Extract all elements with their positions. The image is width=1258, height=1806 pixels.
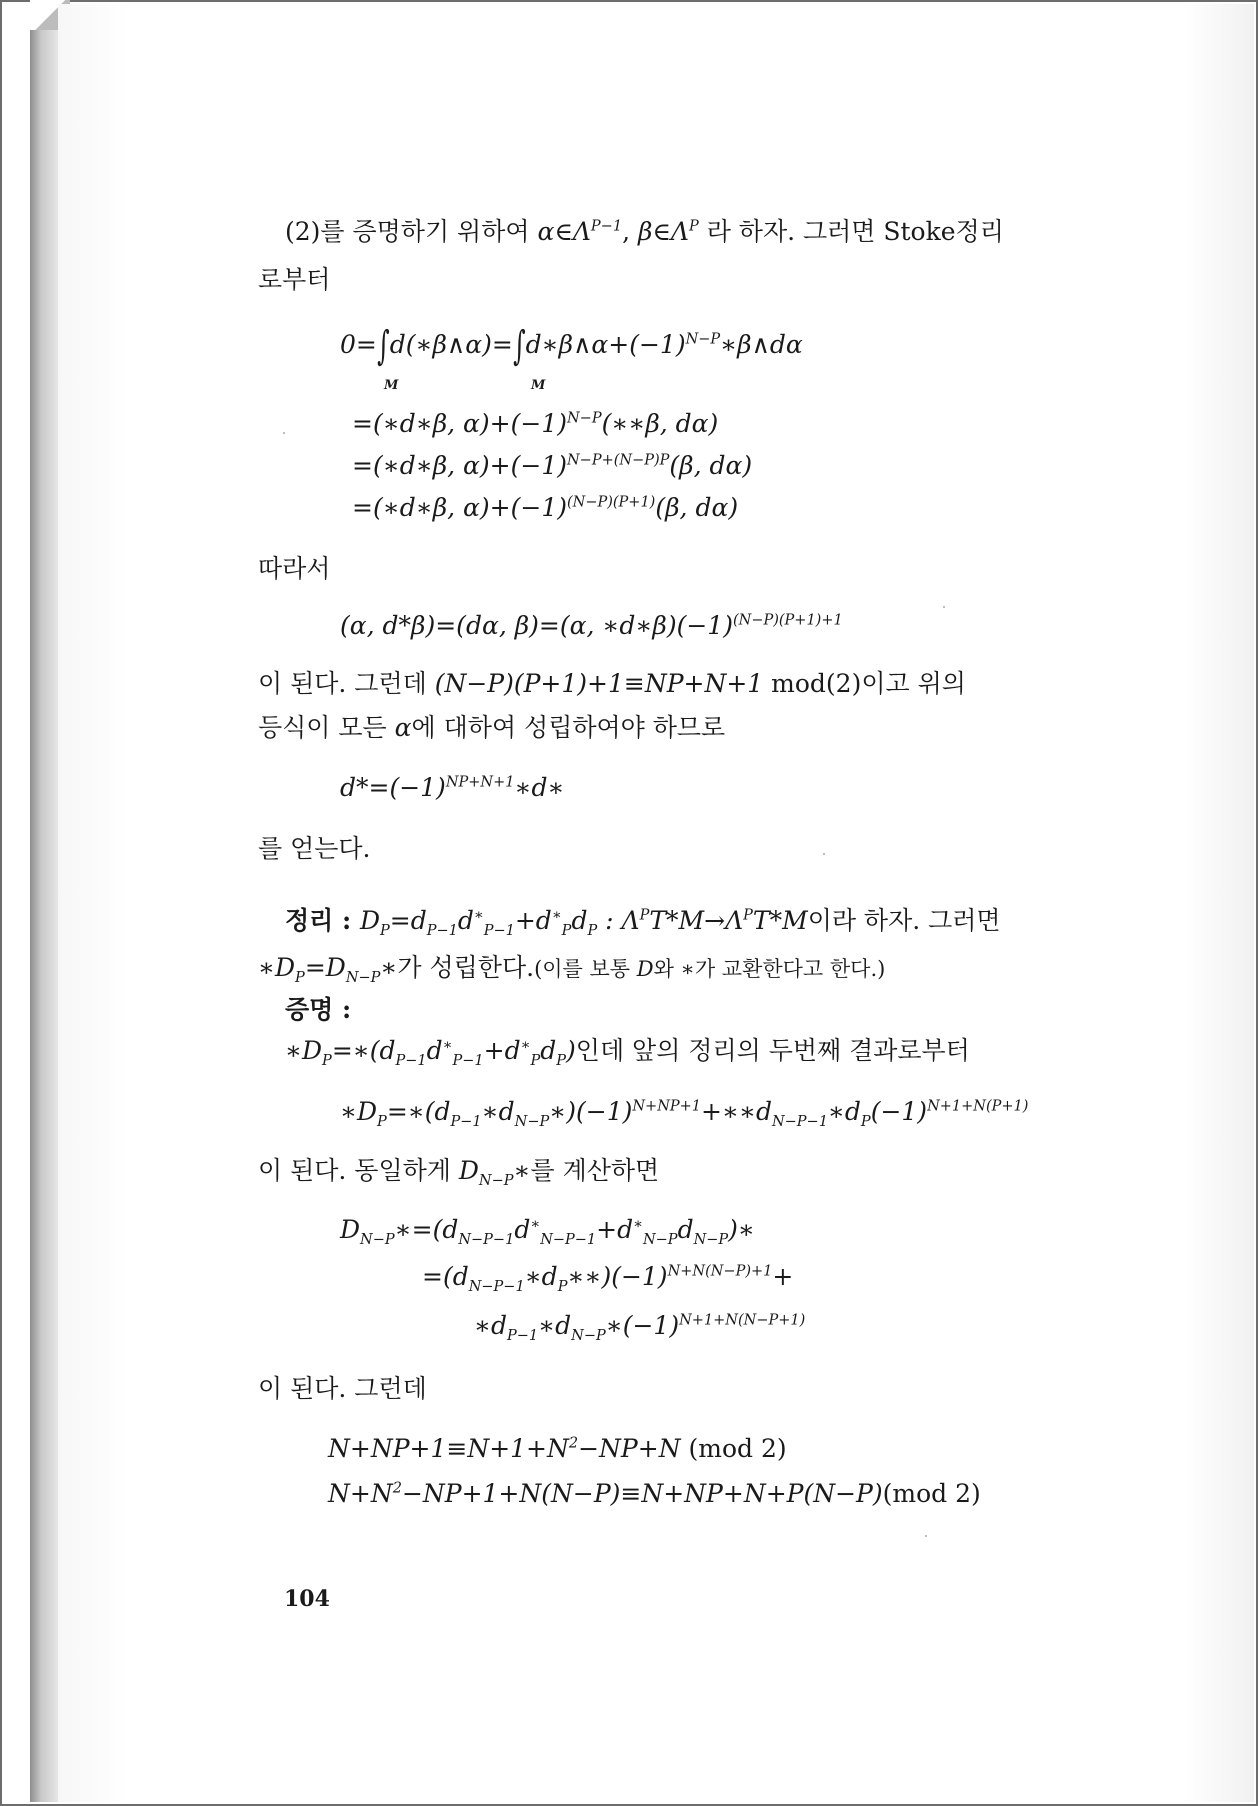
math: $\alpha\in\Lambda^{P-1}$: [537, 217, 623, 246]
integral-sign: ∫: [512, 323, 526, 369]
integral-sign: ∫: [377, 323, 390, 369]
book-spine: [30, 4, 59, 1802]
text-line-3: 따라서: [258, 554, 331, 583]
equation-8: $D_{N-P}∗=(d_{N-P-1}d^∗_{N-P-1}+d^∗_{N-P}d_{N-P})∗$: [340, 1215, 755, 1248]
scan-speck: [823, 853, 825, 855]
equation-12: $N+N^2-NP+1+N(N-P)\equiv N+NP+N+P(N-P)(mod$ 2): [328, 1479, 981, 1508]
equation-7: $∗D_P=∗(d_{P-1}∗d_{N-P}∗)(-1)^{N+NP+1}+∗∗d_{N-P-1}∗d_P(-1)^{N+1+N(P+1)}$: [340, 1097, 1029, 1130]
theorem-line-1: 정리 : $D_P=d_{P-1}d^∗_{P-1}+d^∗_Pd_P$ : $\Lambda^PT*M\to\Lambda^PT*M$이라 하자. 그러면: [285, 906, 1001, 939]
equation-5: (α, d*β)=(dα, β)=(α, $∗d∗\beta)(-1)^{(N-P)(P+1)+1}$: [340, 611, 843, 640]
equation-11: $N+NP+1\equiv N+1+N^2-NP+N$ (mod 2): [328, 1434, 787, 1463]
math: $\beta\in\Lambda^P$: [637, 217, 699, 246]
theorem-line-2: $∗D_P=D_{N-P}∗$가 성립한다.(이를 보통 D와 ∗가 교환한다고 한다.): [258, 953, 886, 986]
proof-label: 증명 :: [285, 995, 352, 1024]
proof-line-1: $∗D_P=∗(d_{P-1}d^∗_{P-1}+d^∗_Pd_P)$인데 앞의 정리의 두번째 결과로부터: [285, 1036, 970, 1069]
text-line-8: 이 된다. 그런데: [258, 1374, 427, 1403]
scan-speck: [283, 432, 285, 434]
text-line-4: 이 된다. 그런데 (N−P)(P+1)+1≡NP+N+1 mod(2)이고 위의: [258, 669, 966, 698]
theorem-label: 정리 :: [285, 906, 360, 935]
equation-1: $0=\int d(∗\beta\wedge\alpha)=\int d∗\beta\wedge\alpha+(-1)^{N-P}∗\beta\wedge d\alpha$: [340, 323, 803, 369]
integral-subscript: M: [531, 378, 546, 393]
equation-10: $∗d_{P-1}∗d_{N-P}∗(-1)^{N+1+N(N-P+1)}$: [474, 1311, 806, 1344]
page-number: 104: [284, 1586, 330, 1612]
page: [58, 4, 1254, 1802]
equation-9: $=(d_{N-P-1}∗d_P∗∗)(-1)^{N+N(N-P)+1}+$: [422, 1262, 794, 1295]
text-line-2: 로부터: [258, 265, 331, 294]
scan-speck: [943, 606, 945, 608]
scan-speck: [925, 1535, 927, 1537]
text: (2)를 증명하기 위하여: [285, 217, 538, 246]
equation-6: $d*=(-1)^{NP+N+1}∗d∗$: [340, 773, 565, 802]
equation-3: =(∗d∗β, $\alpha)+(-1)^{N-P+(N-P)P}(\beta$, dα): [352, 451, 753, 480]
text-line-7: 이 된다. 동일하게 $D_{N-P}∗$를 계산하면: [258, 1156, 660, 1189]
text-line-1: (2)를 증명하기 위하여 $\alpha\in\Lambda^{P-1}$, $\beta\in\Lambda^P$ 라 하자. 그러면 Stoke정리: [285, 217, 1004, 246]
integral-subscript: M: [384, 378, 399, 393]
text: 라 하자. 그러면 Stoke정리: [698, 217, 1004, 246]
equation-4: =(∗d∗β, $\alpha)+(-1)^{(N-P)(P+1)}(\beta$, dα): [352, 493, 739, 522]
text-line-5: 등식이 모든 α에 대하여 성립하여야 하므로: [258, 713, 726, 742]
equation-2: =(∗d∗β, $\alpha)+(-1)^{N-P}(∗∗\beta$, dα): [352, 409, 719, 438]
text-line-6: 를 얻는다.: [258, 834, 371, 863]
